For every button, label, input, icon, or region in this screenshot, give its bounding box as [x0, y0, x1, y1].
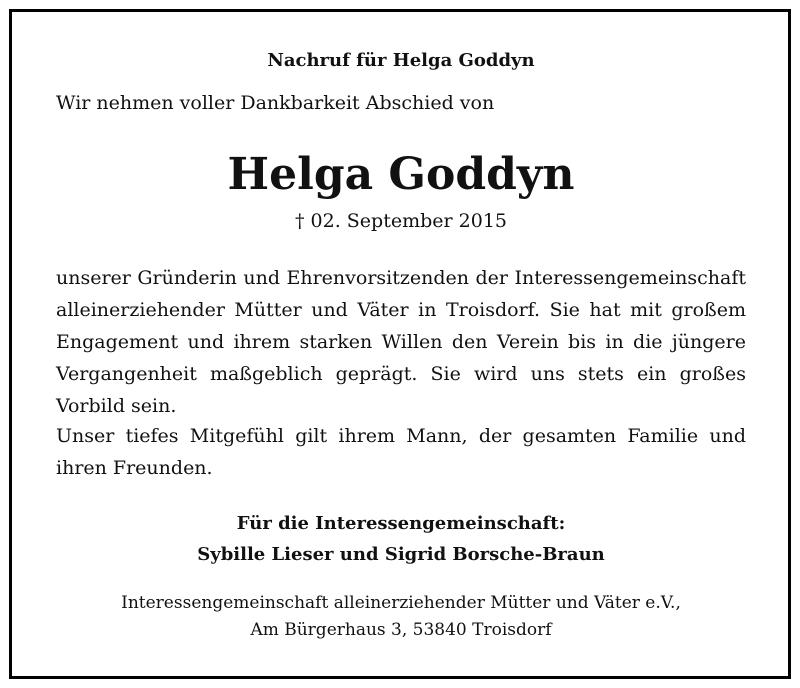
signature-names: Sybille Lieser und Sigrid Borsche-Braun	[197, 544, 605, 565]
address-organization: Interessengemeinschaft alleinerziehender Mütter und Väter e.V.,	[121, 593, 681, 613]
address-block	[56, 590, 746, 644]
signature-organization: Für die Interessengemeinschaft:	[236, 513, 566, 534]
signature-block	[56, 508, 746, 570]
intro-text: Wir nehmen voller Dankbarkeit Abschied von	[56, 92, 495, 114]
tribute-paragraph: unserer Gründerin und Ehrenvorsitzenden der Interessengemeinschaft alleinerziehender Mütter und Väter in Troisdorf. Sie hat mit großem Engagement und ihrem starken Willen den Verein bis in die jüngere Vergangenheit maßgeblich geprägt. Sie wird uns stets ein großes Vorbild sein.	[56, 267, 746, 417]
address-street: Am Bürgerhaus 3, 53840 Troisdorf	[250, 620, 552, 640]
deceased-name: Helga Goddyn	[227, 149, 575, 200]
death-date: † 02. September 2015	[295, 210, 507, 232]
obituary-heading: Nachruf für Helga Goddyn	[267, 50, 535, 71]
condolence-paragraph: Unser tiefes Mitgefühl gilt ihrem Mann, der gesamten Familie und ihren Freunden.	[56, 425, 746, 479]
